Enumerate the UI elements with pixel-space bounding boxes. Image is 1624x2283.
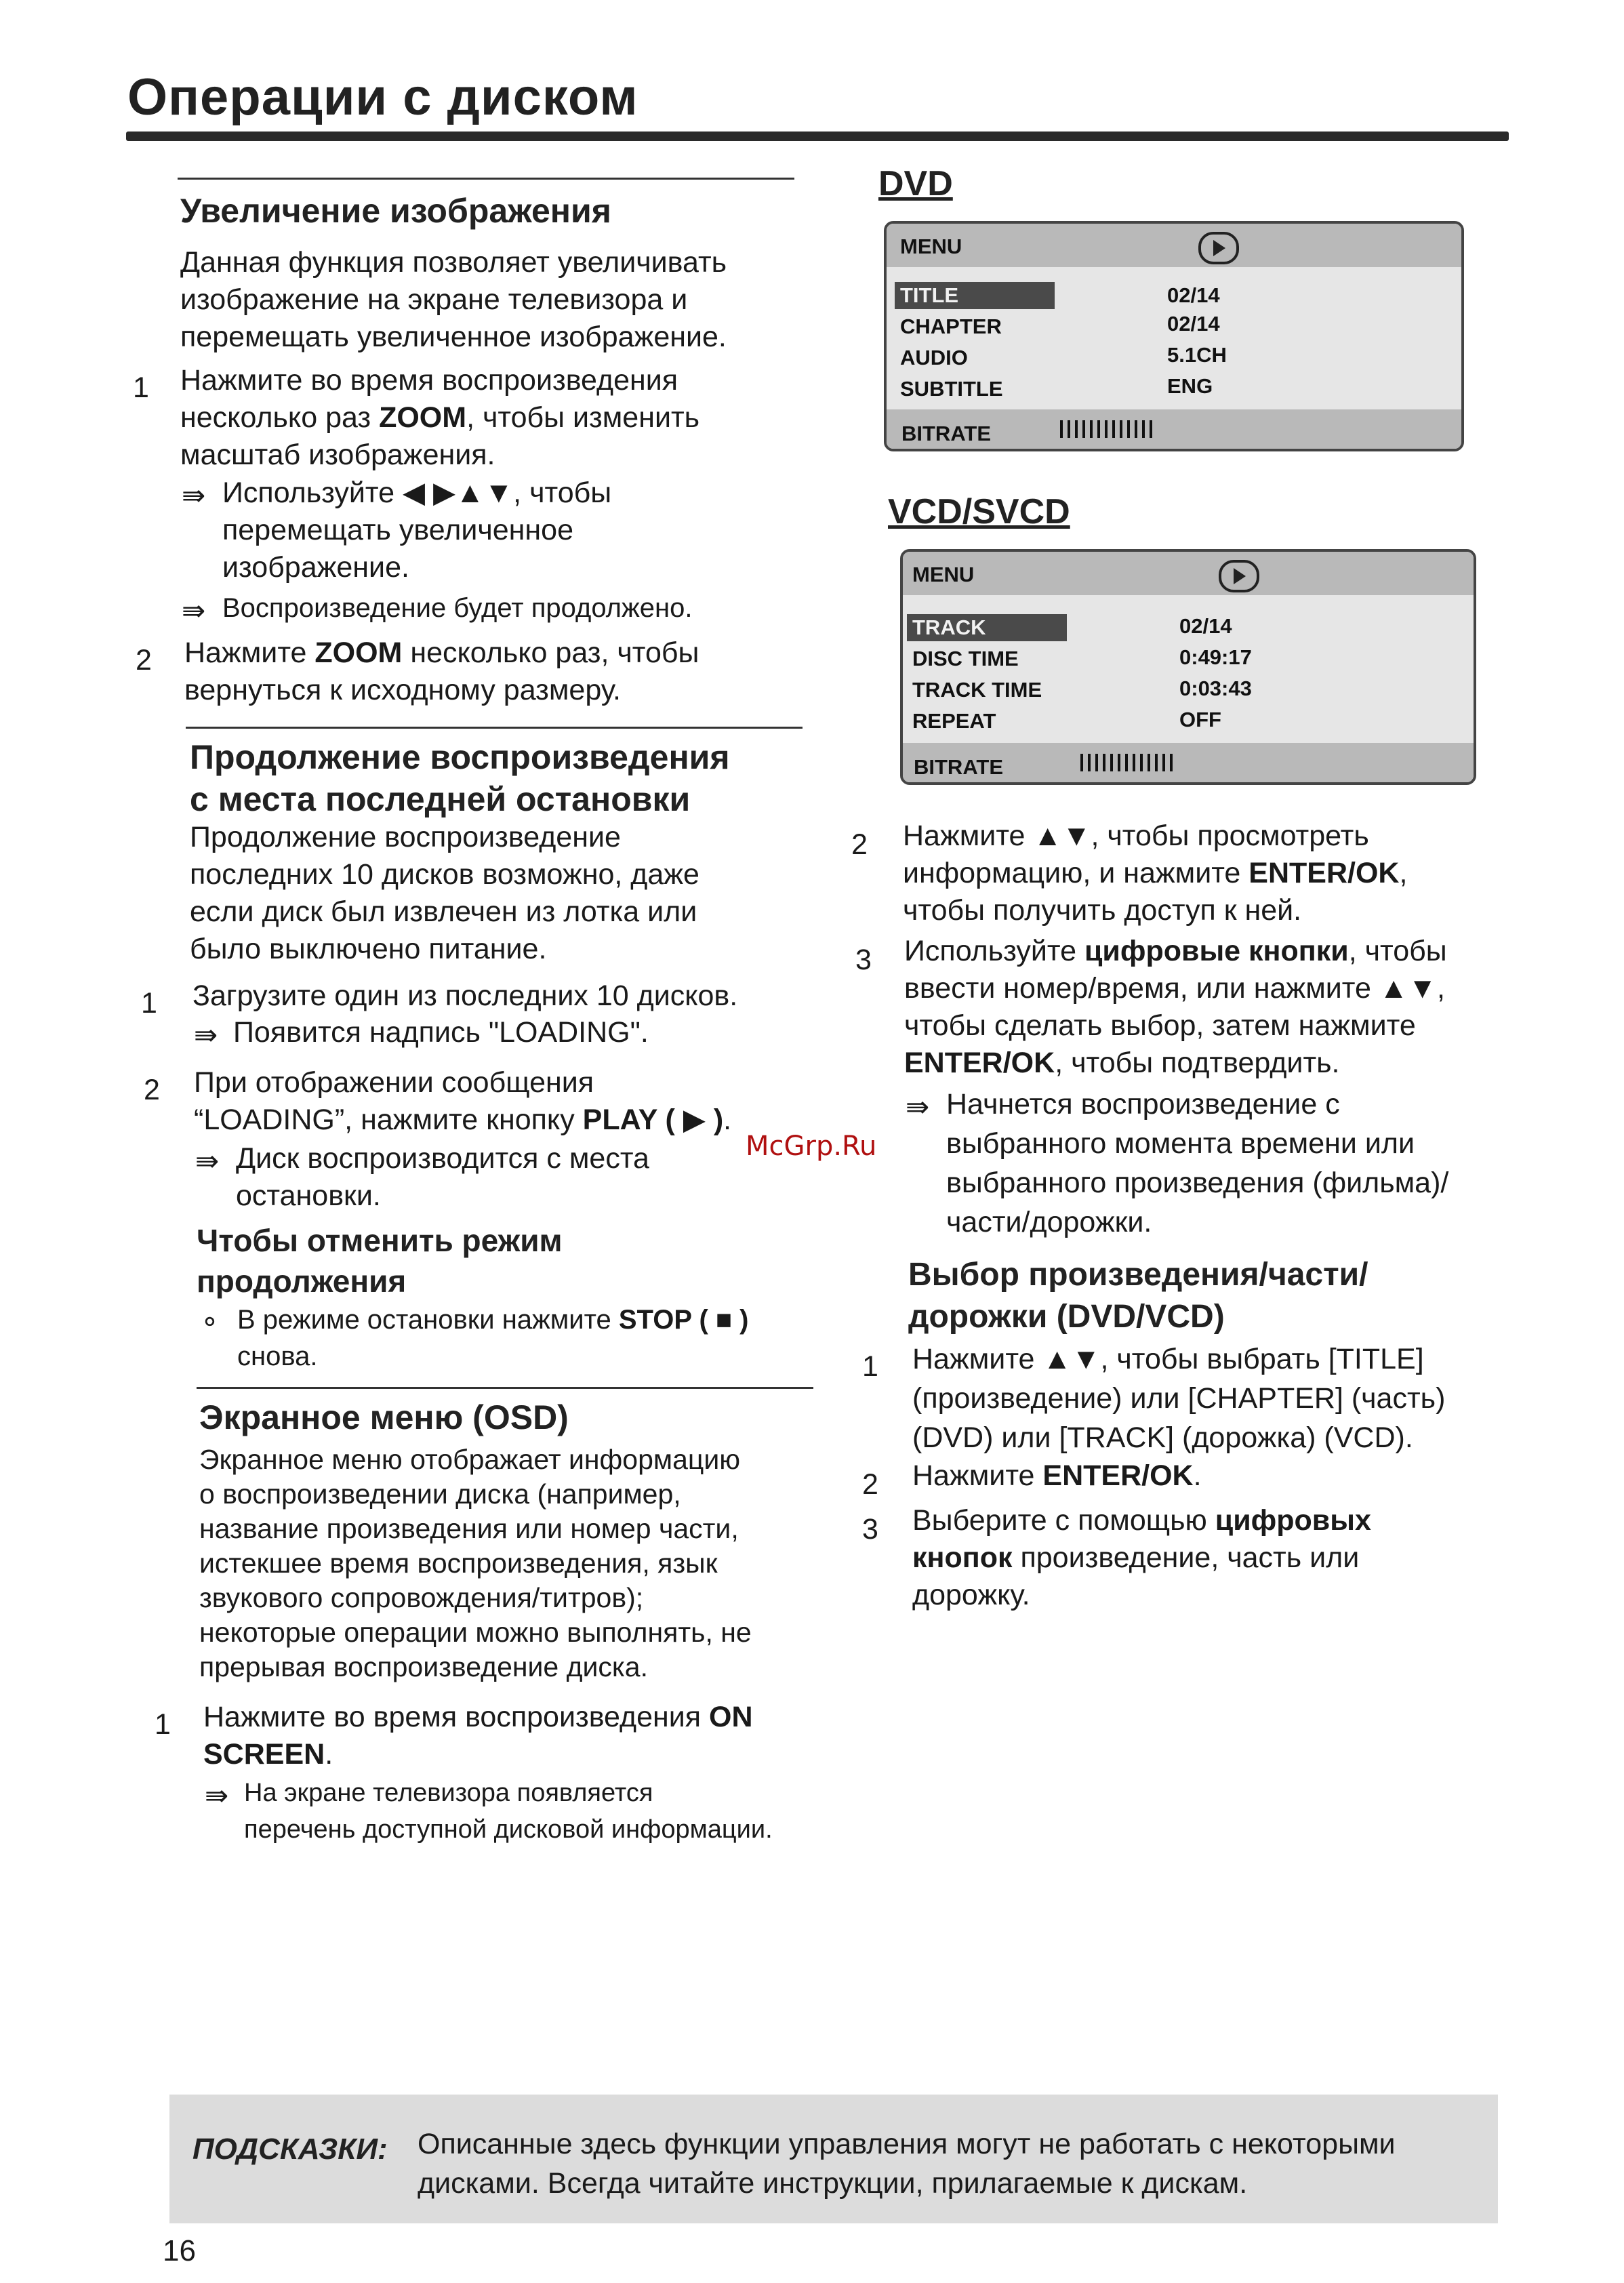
step-number: 3 [855, 944, 872, 976]
osd-intro-line: истекшее время воспроизведения, язык [199, 1548, 718, 1579]
select-step2-text: Нажмите [912, 1459, 1043, 1492]
cancel-text-part: В режиме остановки нажмите [237, 1305, 619, 1335]
osd-row-value: OFF [1179, 708, 1221, 731]
osd-step1-result-line: На экране телевизора появляется [244, 1779, 653, 1807]
zoom-step2-text: Нажмите [184, 637, 315, 669]
page-title: Операции с диском [127, 68, 638, 126]
result-arrow-icon: ⇛ [194, 1019, 218, 1051]
play-key: PLAY ( ▶ ) [582, 1104, 724, 1136]
vcd-osd-panel [900, 549, 1476, 785]
enter-ok-key: ENTER/OK [1042, 1459, 1194, 1492]
step-number: 2 [862, 1468, 878, 1501]
cancel-text-line: снова. [237, 1341, 318, 1371]
cancel-heading [197, 1220, 563, 1301]
info-step3-text: , чтобы [1348, 935, 1447, 967]
resume-step2 [194, 1064, 731, 1139]
info-step2-text: информацию, и нажмите [903, 857, 1249, 889]
resume-step2-text: . [723, 1104, 732, 1136]
select-heading-line: дорожки (DVD/VCD) [908, 1299, 1225, 1335]
zoom-step2-text: несколько раз, чтобы [402, 637, 699, 669]
bullet-icon: ∘ [201, 1305, 219, 1337]
zoom-heading: Увеличение изображения [180, 192, 611, 230]
resume-heading-line: Продолжение воспроизведения [190, 738, 730, 776]
digit-keys: цифровые кнопки [1084, 935, 1349, 967]
cancel-text [237, 1301, 748, 1375]
zoom-result1-line: перемещать увеличенное [222, 514, 573, 546]
zoom-step1-line: Нажмите во время воспроизведения [180, 364, 678, 397]
zoom-result1-line: изображение. [222, 551, 409, 584]
bitrate-meter [1080, 754, 1175, 771]
osd-menu-label: MENU [912, 563, 975, 586]
stop-key: STOP ( ■ ) [618, 1305, 749, 1335]
osd-bitrate-label: BITRATE [901, 422, 992, 445]
hint-line: Описанные здесь функции управления могут не работать с некоторыми [418, 2128, 1396, 2160]
step-number: 3 [862, 1513, 878, 1545]
select-step1 [912, 1339, 1445, 1457]
info-step2-text: , [1399, 857, 1408, 889]
zoom-step2-line: вернуться к исходному размеру. [184, 674, 621, 706]
info-step3-text: , чтобы подтвердить. [1055, 1047, 1340, 1079]
resume-intro-line: было выключено питание. [190, 933, 547, 965]
info-step3-line: чтобы сделать выбор, затем нажмите [904, 1009, 1416, 1042]
zoom-step1-line: масштаб изображения. [180, 439, 495, 471]
osd-step1-text: Нажмите во время воспроизведения [203, 1701, 710, 1733]
osd-header-band [903, 552, 1474, 595]
title-rule [126, 132, 1509, 141]
resume-intro-line: последних 10 дисков возможно, даже [190, 858, 699, 891]
step-number: 2 [136, 644, 152, 676]
hint-text [418, 2124, 1396, 2203]
result-arrow-icon: ⇛ [182, 479, 206, 511]
osd-intro-line: некоторые операции можно выполнять, не [199, 1617, 752, 1648]
resume-step2-text: “LOADING”, нажмите кнопку [194, 1104, 583, 1136]
select-step2 [912, 1457, 1202, 1495]
info-step3-result [946, 1085, 1448, 1242]
hint-label: ПОДСКАЗКИ: [192, 2133, 388, 2166]
osd-row-value: ENG [1167, 374, 1213, 398]
hint-line: дисками. Всегда читайте инструкции, прилагаемые к дискам. [418, 2167, 1248, 2200]
osd-intro-line: Экранное меню отображает информацию [199, 1444, 741, 1475]
page-number: 16 [163, 2234, 196, 2267]
osd-row-key: SUBTITLE [900, 377, 1003, 401]
info-step3 [904, 933, 1447, 1082]
zoom-result2: Воспроизведение будет продолжено. [222, 593, 693, 623]
zoom-step2 [184, 634, 699, 709]
step-number: 1 [133, 371, 149, 404]
osd-row-key: TRACK TIME [912, 678, 1042, 702]
cancel-heading-line: Чтобы отменить режим [197, 1223, 563, 1258]
osd-heading: Экранное меню (OSD) [199, 1398, 569, 1436]
osd-intro-line: прерывая воспроизведение диска. [199, 1651, 648, 1682]
resume-step2-result-line: Диск воспроизводится с места [236, 1142, 649, 1175]
info-step2 [903, 817, 1407, 929]
resume-step2-result-line: остановки. [236, 1179, 381, 1212]
info-step3-result-line: Начнется воспроизведение с [946, 1088, 1340, 1120]
on-screen-key: SCREEN [203, 1738, 325, 1771]
osd-row-value: 0:49:17 [1179, 645, 1252, 669]
resume-step2-result [236, 1140, 649, 1215]
play-icon [1219, 560, 1259, 592]
digit-keys: кнопок [912, 1541, 1013, 1574]
dvd-label: DVD [878, 164, 953, 203]
osd-row-key: REPEAT [912, 709, 996, 733]
zoom-intro-line: перемещать увеличенное изображение. [180, 321, 727, 353]
zoom-intro [180, 244, 727, 356]
cancel-heading-line: продолжения [197, 1264, 407, 1299]
osd-row-key-selected: TITLE [895, 282, 1055, 309]
enter-ok-key: ENTER/OK [1249, 857, 1400, 889]
result-arrow-icon: ⇛ [182, 594, 206, 626]
watermark: McGrp.Ru [746, 1131, 877, 1162]
osd-header-band [887, 224, 1461, 267]
osd-menu-label: MENU [900, 235, 962, 258]
info-step2-line: чтобы получить доступ к ней. [903, 894, 1302, 927]
select-step1-line: (DVD) или [TRACK] (дорожка) (VCD). [912, 1421, 1413, 1454]
osd-bitrate-label: BITRATE [914, 755, 1004, 779]
zoom-intro-line: изображение на экране телевизора и [180, 283, 688, 316]
dvd-osd-panel [884, 221, 1464, 451]
resume-intro [190, 819, 699, 968]
osd-row-key-selected: TRACK [907, 614, 1067, 641]
osd-row-key: CHAPTER [900, 315, 1002, 338]
osd-row-key: DISC TIME [912, 647, 1019, 670]
zoom-result1 [222, 474, 611, 586]
zoom-key: ZOOM [379, 401, 467, 434]
resume-heading-line: с места последней остановки [190, 780, 691, 818]
on-screen-key: ON [709, 1701, 753, 1733]
result-arrow-icon: ⇛ [906, 1091, 930, 1123]
info-step3-result-line: выбранного момента времени или [946, 1127, 1415, 1160]
vcd-label: VCD/SVCD [888, 492, 1070, 531]
select-step1-line: (произведение) или [CHAPTER] (часть) [912, 1382, 1446, 1415]
info-step3-text: Используйте [904, 935, 1084, 967]
osd-step1-result [244, 1775, 773, 1848]
resume-intro-line: Продолжение воспроизведение [190, 821, 621, 853]
osd-step1-result-line: перечень доступной дисковой информации. [244, 1815, 773, 1844]
zoom-key: ZOOM [314, 637, 403, 669]
step-number: 1 [155, 1708, 171, 1741]
section-rule [186, 727, 803, 729]
osd-row-key: AUDIO [900, 346, 968, 369]
section-rule [197, 1387, 813, 1389]
info-step3-result-line: выбранного произведения (фильма)/ [946, 1167, 1449, 1199]
select-step1-line: Нажмите ▲▼, чтобы выбрать [TITLE] [912, 1343, 1424, 1375]
select-heading [908, 1254, 1368, 1338]
osd-intro-line: звукового сопровождения/титров); [199, 1582, 644, 1613]
resume-step1-result: Появится надпись "LOADING". [233, 1016, 649, 1049]
osd-intro [199, 1442, 752, 1684]
step-number: 1 [862, 1350, 878, 1383]
step-number: 1 [141, 987, 157, 1019]
bitrate-meter [1060, 420, 1155, 438]
step-number: 2 [144, 1074, 160, 1106]
resume-intro-line: если диск был извлечен из лотка или [190, 895, 697, 928]
zoom-intro-line: Данная функция позволяет увеличивать [180, 246, 727, 279]
result-arrow-icon: ⇛ [195, 1145, 220, 1177]
osd-row-value: 0:03:43 [1179, 676, 1252, 700]
info-step3-result-line: части/дорожки. [946, 1206, 1152, 1238]
zoom-step1-text: , чтобы изменить [466, 401, 700, 434]
resume-step2-line: При отображении сообщения [194, 1066, 594, 1099]
osd-intro-line: о воспроизведении диска (например, [199, 1478, 681, 1510]
select-heading-line: Выбор произведения/части/ [908, 1257, 1368, 1293]
osd-step1-text: . [325, 1738, 333, 1771]
select-step2-text: . [1193, 1459, 1202, 1492]
resume-heading [190, 736, 730, 820]
osd-step1 [203, 1699, 753, 1773]
osd-intro-line: название произведения или номер части, [199, 1513, 739, 1544]
osd-row-value: 5.1CH [1167, 343, 1227, 367]
select-step3-text: Выберите с помощью [912, 1504, 1215, 1537]
enter-ok-key: ENTER/OK [904, 1047, 1055, 1079]
select-step3-line: дорожку. [912, 1579, 1030, 1611]
select-step3-text: произведение, часть или [1012, 1541, 1360, 1574]
zoom-step1-text: несколько раз [180, 401, 380, 434]
result-arrow-icon: ⇛ [205, 1779, 229, 1811]
info-step3-line: ввести номер/время, или нажмите ▲▼, [904, 972, 1445, 1005]
info-step2-line: Нажмите ▲▼, чтобы просмотреть [903, 820, 1369, 852]
section-rule [178, 178, 794, 180]
zoom-step1 [180, 362, 699, 474]
play-icon [1198, 232, 1239, 264]
select-step3 [912, 1502, 1371, 1614]
osd-row-value: 02/14 [1179, 614, 1232, 638]
resume-step1: Загрузите один из последних 10 дисков. [192, 979, 738, 1012]
digit-keys: цифровых [1215, 1504, 1371, 1537]
zoom-result1-line: Используйте ◀ ▶▲▼, чтобы [222, 477, 612, 509]
step-number: 2 [851, 828, 868, 861]
osd-row-value: 02/14 [1167, 312, 1220, 336]
osd-row-value: 02/14 [1167, 283, 1220, 307]
